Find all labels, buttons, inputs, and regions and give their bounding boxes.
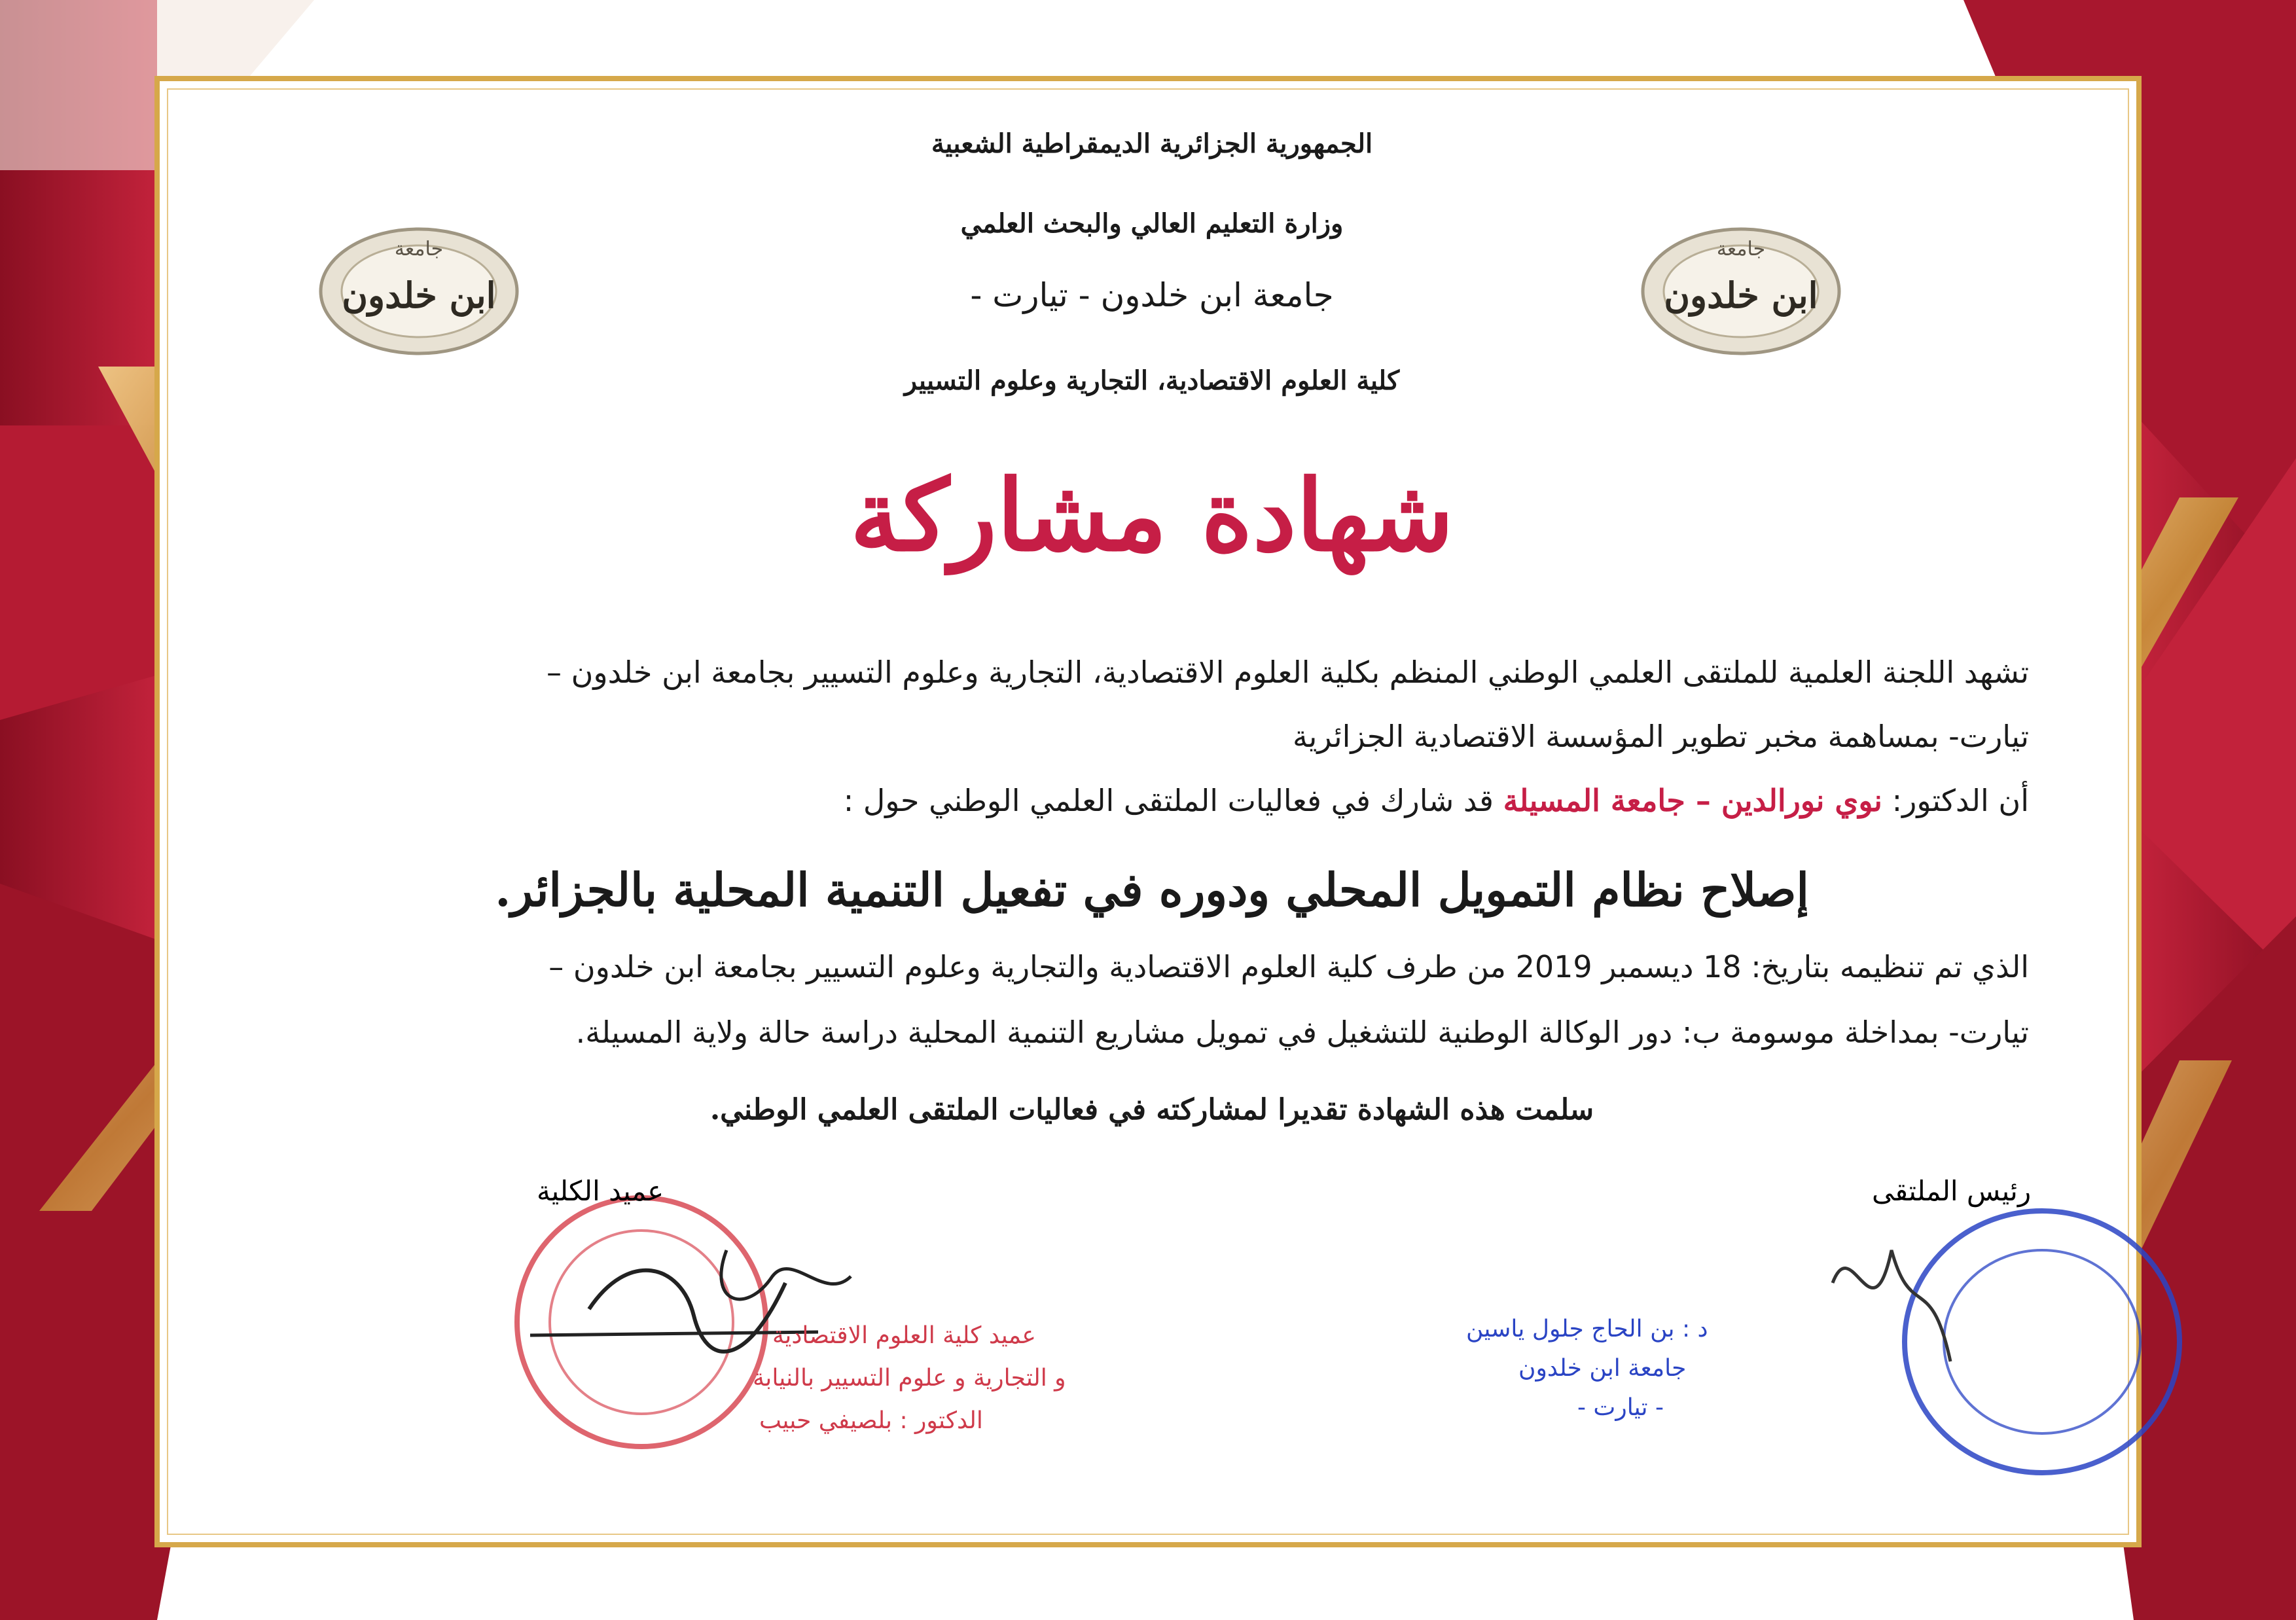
participant-line [301, 784, 2029, 818]
participant-suffix: قد شارك في فعاليات الملتقى العلمي الوطني حول : [843, 783, 1494, 818]
conference-topic: إصلاح نظام التمويل المحلي ودوره في تفعيل التنمية المحلية بالجزائر. [495, 863, 1809, 917]
certificate-title: شهادة مشاركة [850, 458, 1454, 573]
republic-header: الجمهورية الجزائرية الديمقراطية الشعبية [931, 128, 1373, 159]
dean-signature-label: عميد الكلية [537, 1175, 664, 1207]
dean-stamp-line-1: عميد كلية العلوم الاقتصادية [772, 1322, 1036, 1349]
intervention-line: تيارت- بمداخلة موسومة ب: دور الوكالة الوطنية للتشغيل في تمويل مشاريع التنمية المحلية دراسة حالة ولاية المسيلة. [575, 1015, 2029, 1050]
dean-stamp-line-3: الدكتور : بلصيفي حبيب [759, 1407, 983, 1434]
participant-name: نوي نورالدين – جامعة المسيلة [1503, 783, 1882, 818]
chair-stamp-line-1: د : بن الحاج جلول ياسين [1466, 1316, 1708, 1342]
logo-top-word: جامعة [394, 238, 444, 261]
logo-name: ابن خلدون [342, 274, 496, 316]
intro-line-2: تيارت- بمساهمة مخبر تطوير المؤسسة الاقتصادية الجزائرية [1292, 719, 2029, 754]
chair-stamp-line-3: - تيارت - [1577, 1394, 1664, 1421]
chair-signature-label: رئيس الملتقى [1872, 1175, 2032, 1207]
closing-statement: سلمت هذه الشهادة تقديرا لمشاركته في فعاليات الملتقى العلمي الوطني. [709, 1093, 1594, 1126]
ministry-header: وزارة التعليم العالي والبحث العلمي [960, 208, 1344, 239]
dean-stamp-line-2: و التجارية و علوم التسيير بالنيابة [753, 1365, 1066, 1392]
intro-line-1: تشهد اللجنة العلمية للملتقى العلمي الوطني المنظم بكلية العلوم الاقتصادية، التجارية وعلوم التسيير بجامعة ابن خلدون – [547, 655, 2029, 690]
university-header: جامعة ابن خلدون - تيارت - [970, 276, 1334, 314]
chair-stamp-line-2: جامعة ابن خلدون [1518, 1355, 1687, 1382]
logo-name: ابن خلدون [1664, 274, 1818, 316]
participant-prefix: أن الدكتور: [1892, 783, 2029, 818]
logo-top-word: جامعة [1716, 238, 1766, 261]
certificate-content [275, 0, 2032, 1620]
faculty-header: كلية العلوم الاقتصادية، التجارية وعلوم التسيير [904, 365, 1400, 396]
date-line: الذي تم تنظيمه بتاريخ: 18 ديسمبر 2019 من طرف كلية العلوم الاقتصادية والتجارية وعلوم التسيير بجامعة ابن خلدون – [548, 949, 2029, 984]
